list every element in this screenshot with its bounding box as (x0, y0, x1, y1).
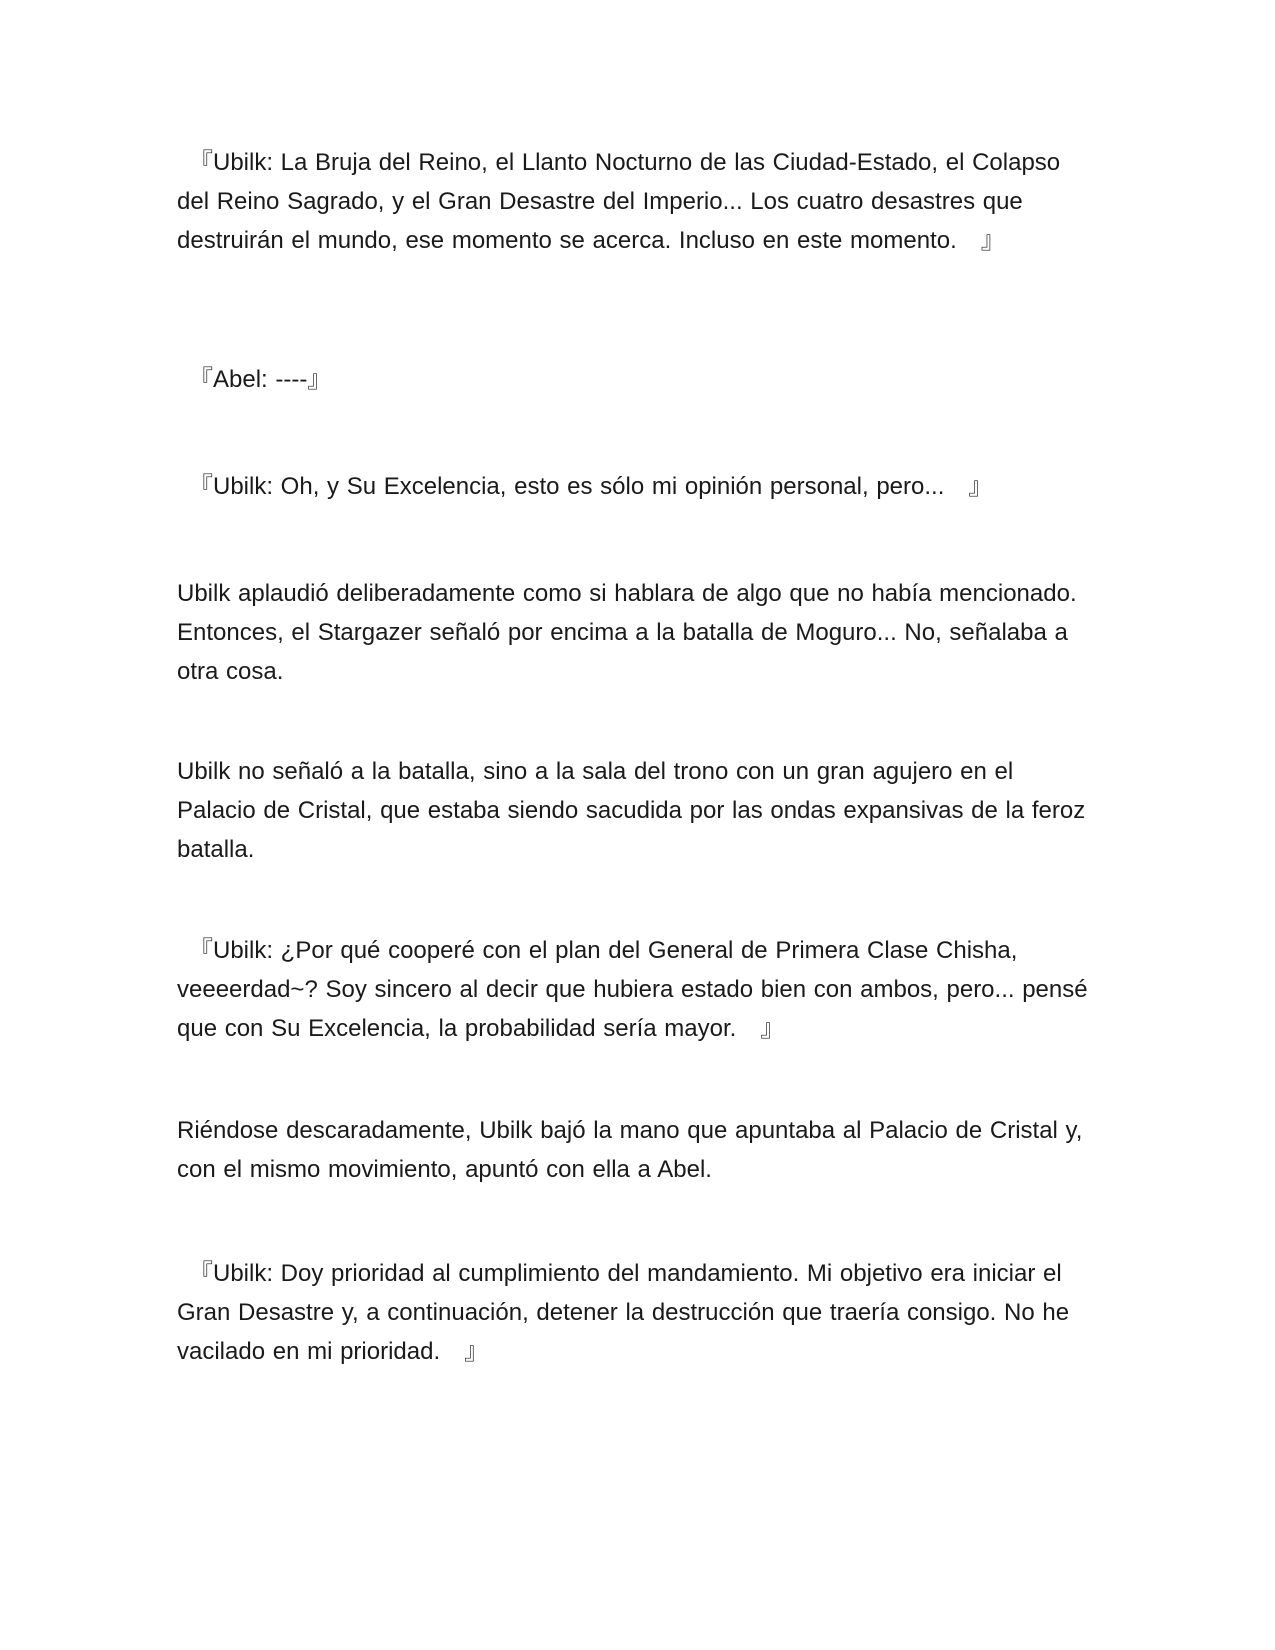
paragraph-ubilk-personal-opinion: 『Ubilk: Oh, y Su Excelencia, esto es sólo mi opinión personal, pero... 』 (177, 473, 993, 500)
paragraph-ubilk-applause: Ubilk aplaudió deliberadamente como si hablara de algo que no había mencionado. Entonces, el Stargazer señaló por encima a la batalla de Moguro... No, señalaba a otra cosa. (177, 580, 1077, 685)
paragraph-ubilk-points-at-abel: Riéndose descaradamente, Ubilk bajó la mano que apuntaba al Palacio de Cristal y, con el mismo movimiento, apuntó con ella a Abel. (177, 1117, 1083, 1183)
paragraph-ubilk-four-disasters: 『Ubilk: La Bruja del Reino, el Llanto Nocturno de las Ciudad-Estado, el Colapso del Reino Sagrado, y el Gran Desastre del Imperio... Los cuatro desastres que destruirán el mundo, ese momento se acerca. Incluso en este momento. 』 (177, 149, 1061, 254)
paragraph-throne-room: Ubilk no señaló a la batalla, sino a la sala del trono con un gran agujero en el Palacio de Cristal, que estaba siendo sacudida por las ondas expansivas de la feroz batalla. (177, 758, 1086, 863)
paragraph-abel-silence: 『Abel: ----』 (177, 366, 332, 393)
paragraph-ubilk-cooperation: 『Ubilk: ¿Por qué cooperé con el plan del General de Primera Clase Chisha, veeeerdad~? Soy sincero al decir que hubiera estado bien con ambos, pero... pensé que con Su Excelencia, la probabilidad sería mayor. 』 (177, 937, 1088, 1042)
paragraph-ubilk-priority: 『Ubilk: Doy prioridad al cumplimiento del mandamiento. Mi objetivo era iniciar el Gran Desastre y, a continuación, detener la destrucción que traería consigo. No he vacilado en mi prioridad. 』 (177, 1260, 1070, 1365)
